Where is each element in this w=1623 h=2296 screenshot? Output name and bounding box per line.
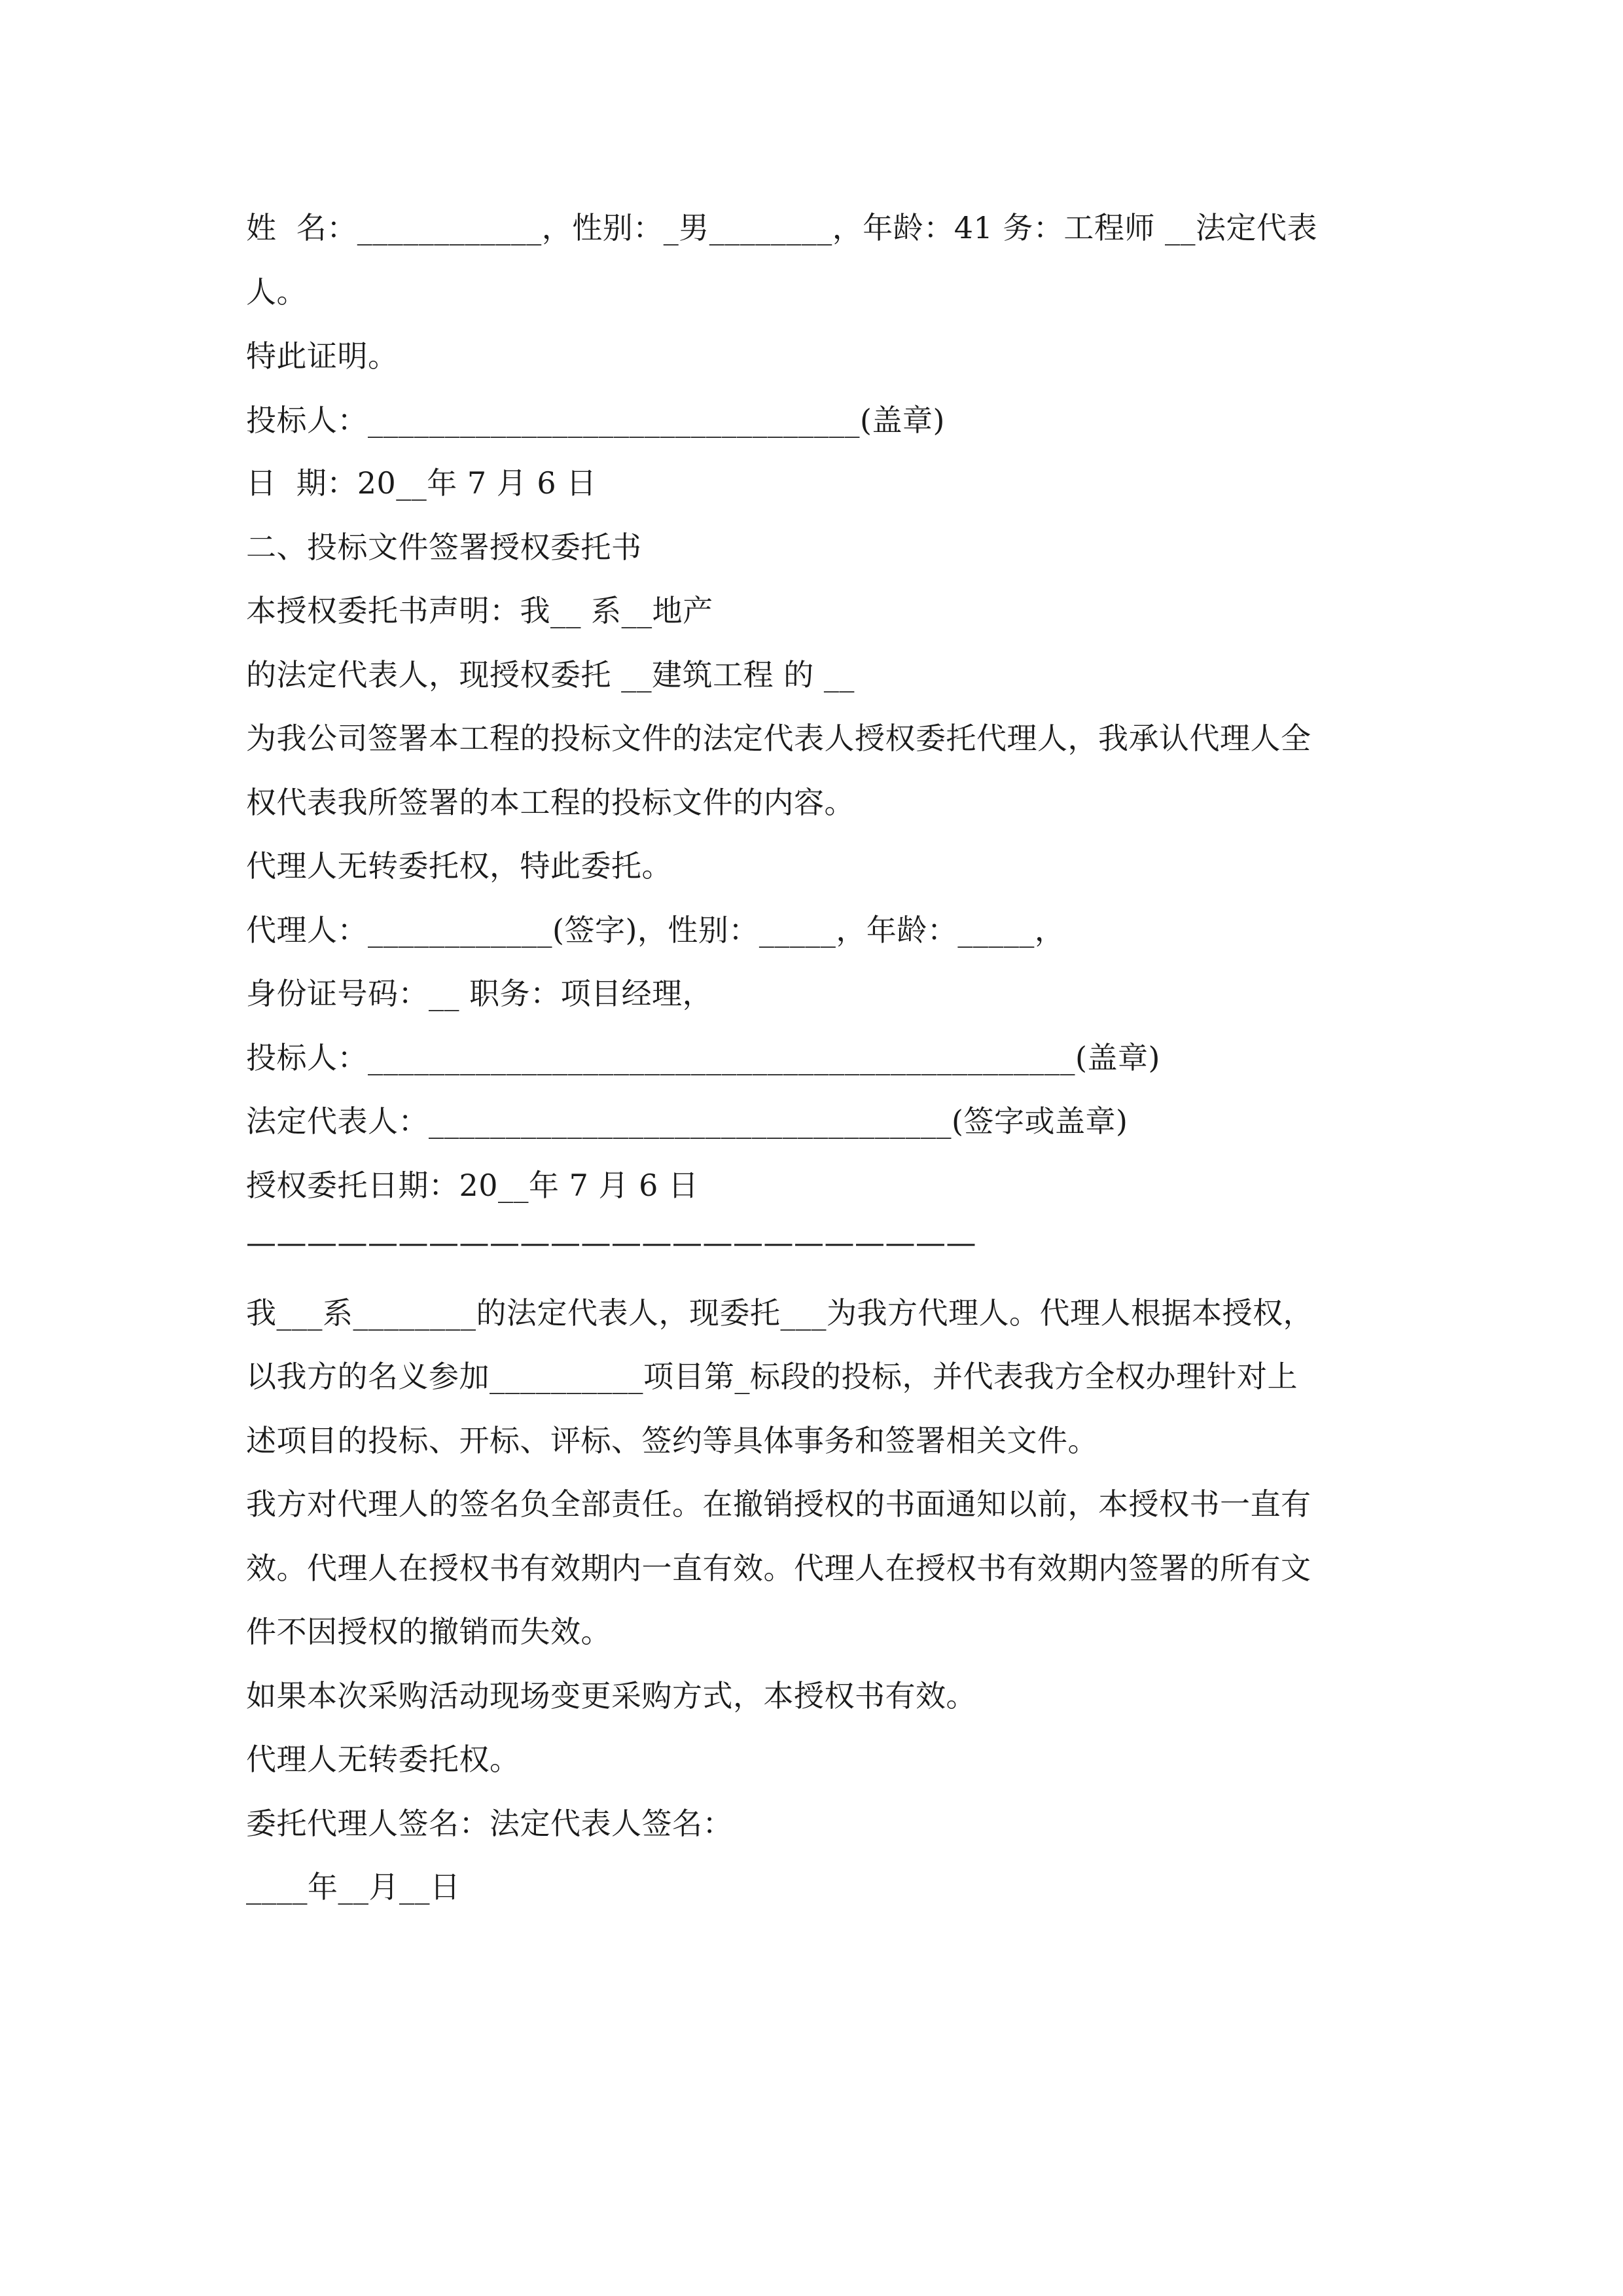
legal-rep-sign-line: 法定代表人：__________________________________(签字或盖章) xyxy=(246,1103,1128,1139)
power-of-attorney-paragraph-3: 述项目的投标、开标、评标、签约等具体事务和签署相关文件。 xyxy=(246,1423,1098,1458)
date-line: 日 期：20__年 7 月 6 日 xyxy=(246,465,597,501)
identity-info-line: 姓 名：____________，性别：_男________，年龄：41 务：工程师 __法定代表 xyxy=(246,210,1318,245)
responsibility-paragraph-3: 件不因授权的撤销而失效。 xyxy=(246,1614,611,1649)
bidder-seal-line: 投标人：________________________________(盖章) xyxy=(246,403,945,438)
id-number-line: 身份证号码：__ 职务：项目经理， xyxy=(246,976,713,1011)
authorization-paragraph: 为我公司签署本工程的投标文件的法定代表人授权委托代理人，我承认代理人全 xyxy=(246,721,1311,756)
bidder-seal-line-2: 投标人：______________________________________________(盖章) xyxy=(246,1040,1160,1075)
separator-line: ———————————————————————— xyxy=(246,1225,976,1260)
agent-info-line: 代理人：____________(签字)，性别：_____，年龄：_____， xyxy=(246,912,1065,948)
power-of-attorney-paragraph: 我___系________的法定代表人，现委托___为我方代理人。代理人根据本授权， xyxy=(246,1295,1313,1331)
no-transfer-statement: 代理人无转委托权，特此委托。 xyxy=(246,848,672,884)
procurement-change-statement: 如果本次采购活动现场变更采购方式，本授权书有效。 xyxy=(246,1678,976,1713)
responsibility-paragraph: 我方对代理人的签名负全部责任。在撤销授权的书面通知以前，本授权书一直有 xyxy=(246,1486,1311,1522)
authorization-paragraph-end: 权代表我所签署的本工程的投标文件的内容。 xyxy=(246,785,855,820)
authorization-line: 的法定代表人，现授权委托 __建筑工程 的 __ xyxy=(246,657,855,692)
no-transfer-statement-2: 代理人无转委托权。 xyxy=(246,1742,520,1777)
identity-info-line-end: 人。 xyxy=(246,274,307,310)
responsibility-paragraph-2: 效。代理人在授权书有效期内一直有效。代理人在授权书有效期内签署的所有文 xyxy=(246,1551,1311,1586)
section-heading: 二、投标文件签署授权委托书 xyxy=(246,529,642,565)
power-of-attorney-paragraph-2: 以我方的名义参加__________项目第_标段的投标，并代表我方全权办理针对上 xyxy=(246,1359,1298,1394)
certification-statement: 特此证明。 xyxy=(246,338,399,374)
authorization-date-line: 授权委托日期：20__年 7 月 6 日 xyxy=(246,1168,699,1203)
signature-line: 委托代理人签名：法定代表人签名： xyxy=(246,1806,733,1841)
final-date-line: ____年__月__日 xyxy=(246,1869,461,1905)
declaration-line: 本授权委托书声明：我__ 系__地产 xyxy=(246,593,713,628)
